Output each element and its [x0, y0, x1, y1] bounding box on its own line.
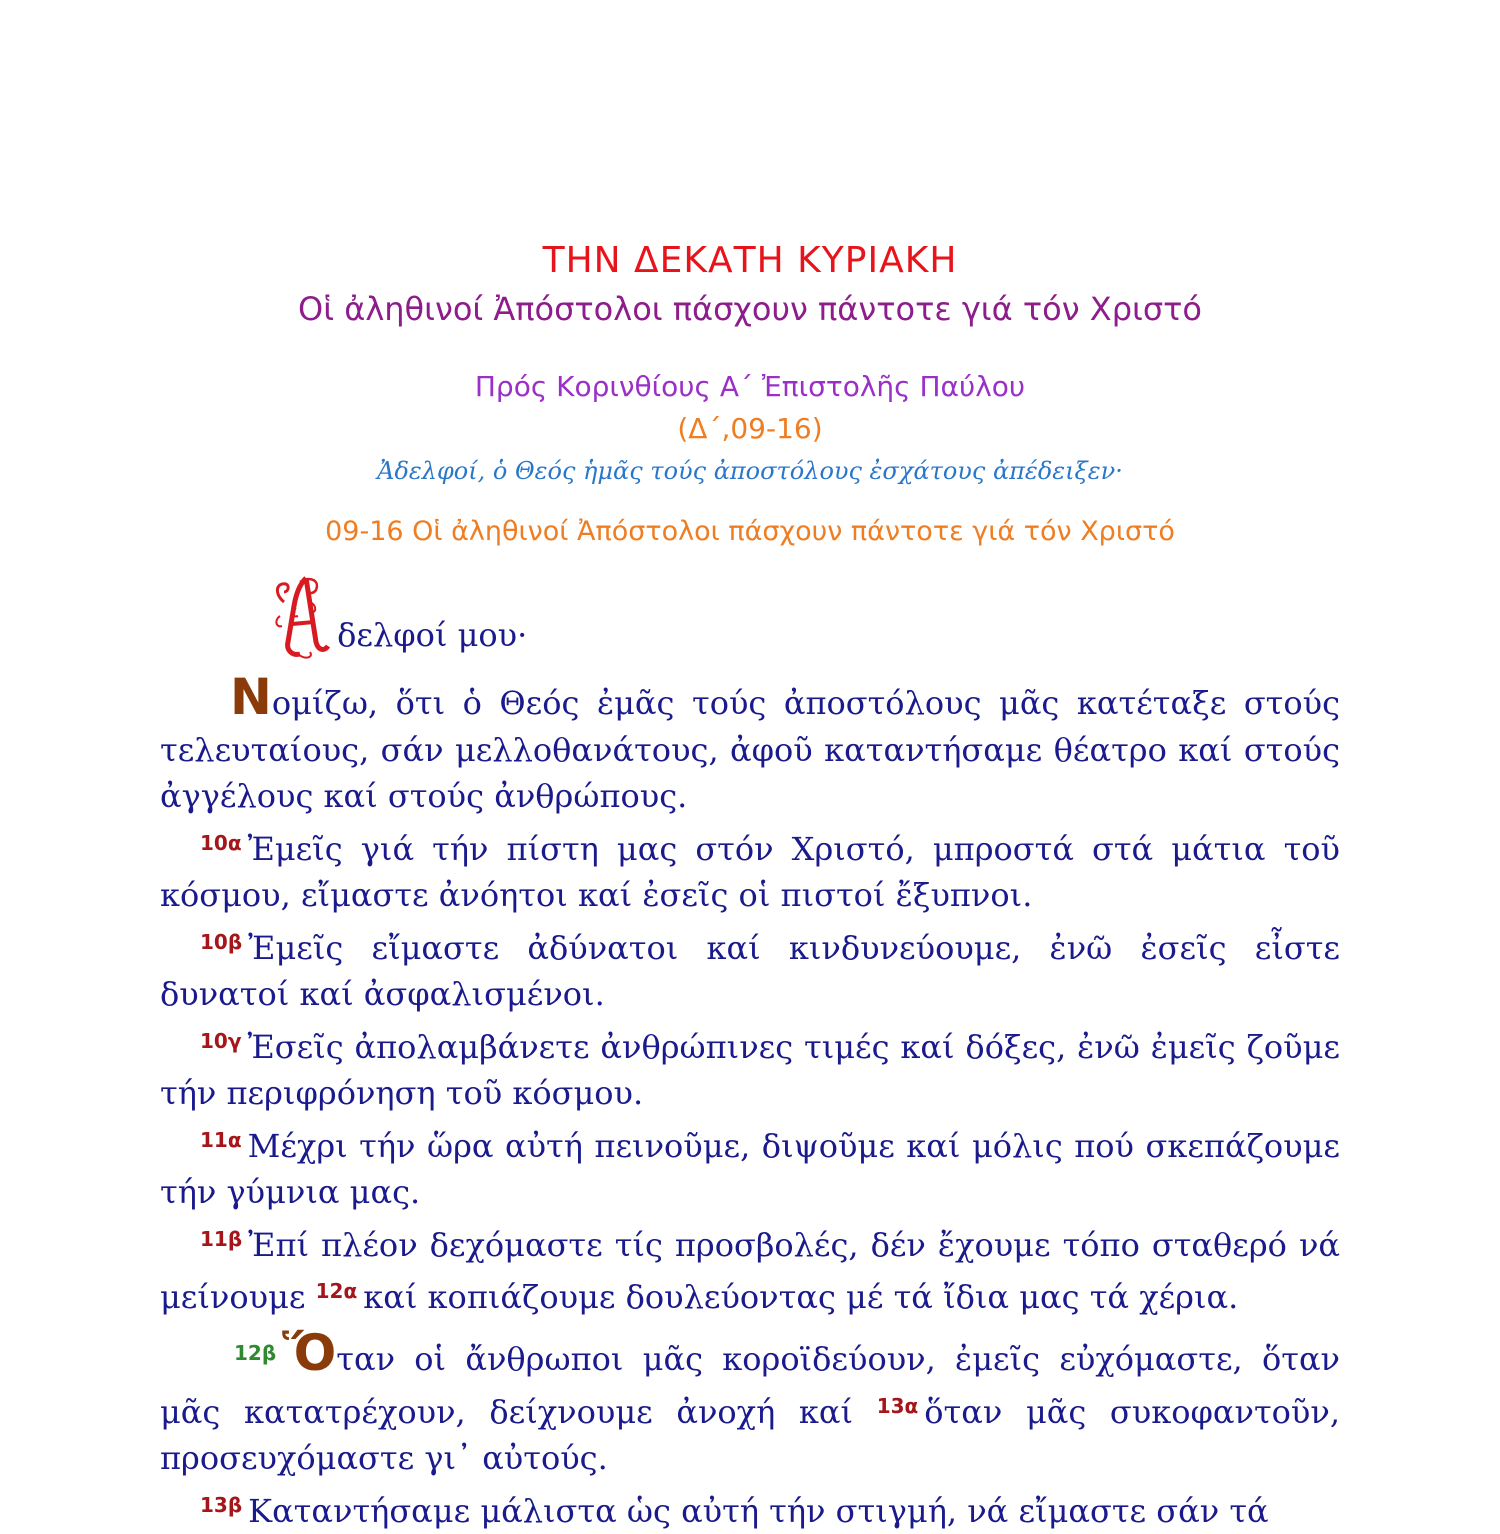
verse-11b — [160, 1216, 1340, 1321]
verse-number: 11α — [200, 1128, 242, 1152]
dropcap-n: Ν — [230, 668, 272, 726]
verse-number: 13β — [200, 1493, 242, 1517]
paragraph-1 — [160, 680, 1340, 1321]
verse-number: 12β — [234, 1341, 276, 1365]
greeting-text: δελφοί μου· — [337, 616, 527, 654]
page-title: ΤΗΝ ΔΕΚΑΤΗ ΚΥΡΙΑΚΗ — [0, 240, 1500, 281]
intro-line: Ἀδελφοί, ὁ Θεός ἡμᾶς τούς ἀποστόλους ἐσχάτους ἀπέδειξεν· — [0, 457, 1500, 485]
verse-11a — [160, 1117, 1340, 1216]
ornamental-initial-alpha — [270, 572, 332, 660]
epistle-heading: Πρός Κορινθίους Α΄ Ἐπιστολῆς Παύλου — [0, 370, 1500, 403]
section-heading: 09-16 Οἱ ἀληθινοί Ἀπόστολοι πάσχουν πάντοτε γιά τόν Χριστό — [0, 516, 1500, 547]
chapter-reference: (Δ΄,09-16) — [0, 412, 1500, 445]
verse-text: Ἐπί πλέον δεχόμαστε τίς προσβολές, δέν ἔχουμε τόπο σταθερό νά μείνουμε — [160, 1226, 1340, 1317]
verse-10b — [160, 919, 1340, 1018]
verse-10a — [160, 820, 1340, 919]
verse-number: 10α — [200, 831, 242, 855]
dropcap-o: Ὅ — [282, 1324, 336, 1382]
verse-13b — [160, 1482, 1340, 1534]
verse-text: Μέχρι τήν ὥρα αὐτή πεινοῦμε, διψοῦμε καί μόλις πού σκεπάζουμε τήν γύμνια μας. — [160, 1127, 1340, 1212]
greeting — [270, 572, 527, 660]
verse-text: ταν οἱ ἄνθρωποι μᾶς κοροϊδεύουν, ἐμεῖς εὐχόμαστε, ὅταν μᾶς κατατρέχουν, δείχνουμε ἀνοχή καί — [160, 1340, 1340, 1431]
verse-number: 12α — [316, 1279, 358, 1303]
verse-text: Ἐμεῖς εἴμαστε ἀδύνατοι καί κινδυνεύουμε, ἐνῶ ἐσεῖς εἶστε δυνατοί καί ἀσφαλισμένοι. — [160, 929, 1340, 1014]
verse-number: 10γ — [200, 1029, 241, 1053]
paragraph-2 — [160, 1330, 1340, 1534]
verse-number: 13α — [877, 1394, 919, 1418]
verse-text: Ἐσεῖς ἀπολαμβάνετε ἀνθρώπινες τιμές καί δόξες, ἐνῶ ἐμεῖς ζοῦμε τήν περιφρόνηση τοῦ κόσμου. — [160, 1028, 1340, 1113]
verse-text: καί κοπιάζουμε δουλεύοντας μέ τά ἴδια μας τά χέρια. — [363, 1278, 1238, 1316]
page-subtitle: Οἱ ἀληθινοί Ἀπόστολοι πάσχουν πάντοτε γιά τόν Χριστό — [0, 290, 1500, 328]
verse-9 — [160, 680, 1340, 820]
verse-text: ὅταν μᾶς συκοφαντοῦν, προσευχόμαστε γι᾽ αὐτούς. — [160, 1393, 1340, 1478]
verse-text: ομίζω, ὅτι ὁ Θεός ἐμᾶς τούς ἀποστόλους μᾶς κατέταξε στούς τελευταίους, σάν μελλοθανάτους, ἀφοῦ καταντήσαμε θέατρο καί στούς ἀγγέλους καί στούς ἀνθρώπους. — [160, 684, 1340, 815]
verse-12b — [160, 1330, 1340, 1482]
verse-10c — [160, 1018, 1340, 1117]
verse-text: Ἐμεῖς γιά τήν πίστη μας στόν Χριστό, μπροστά στά μάτια τοῦ κόσμου, εἴμαστε ἀνόητοι καί ἐσεῖς οἱ πιστοί ἔξυπνοι. — [160, 830, 1340, 915]
verse-number: 10β — [200, 930, 242, 954]
verse-text: Καταντήσαμε μάλιστα ὡς αὐτή τήν στιγμή, νά εἴμαστε σάν τά — [248, 1492, 1269, 1530]
verse-number: 11β — [200, 1227, 242, 1251]
